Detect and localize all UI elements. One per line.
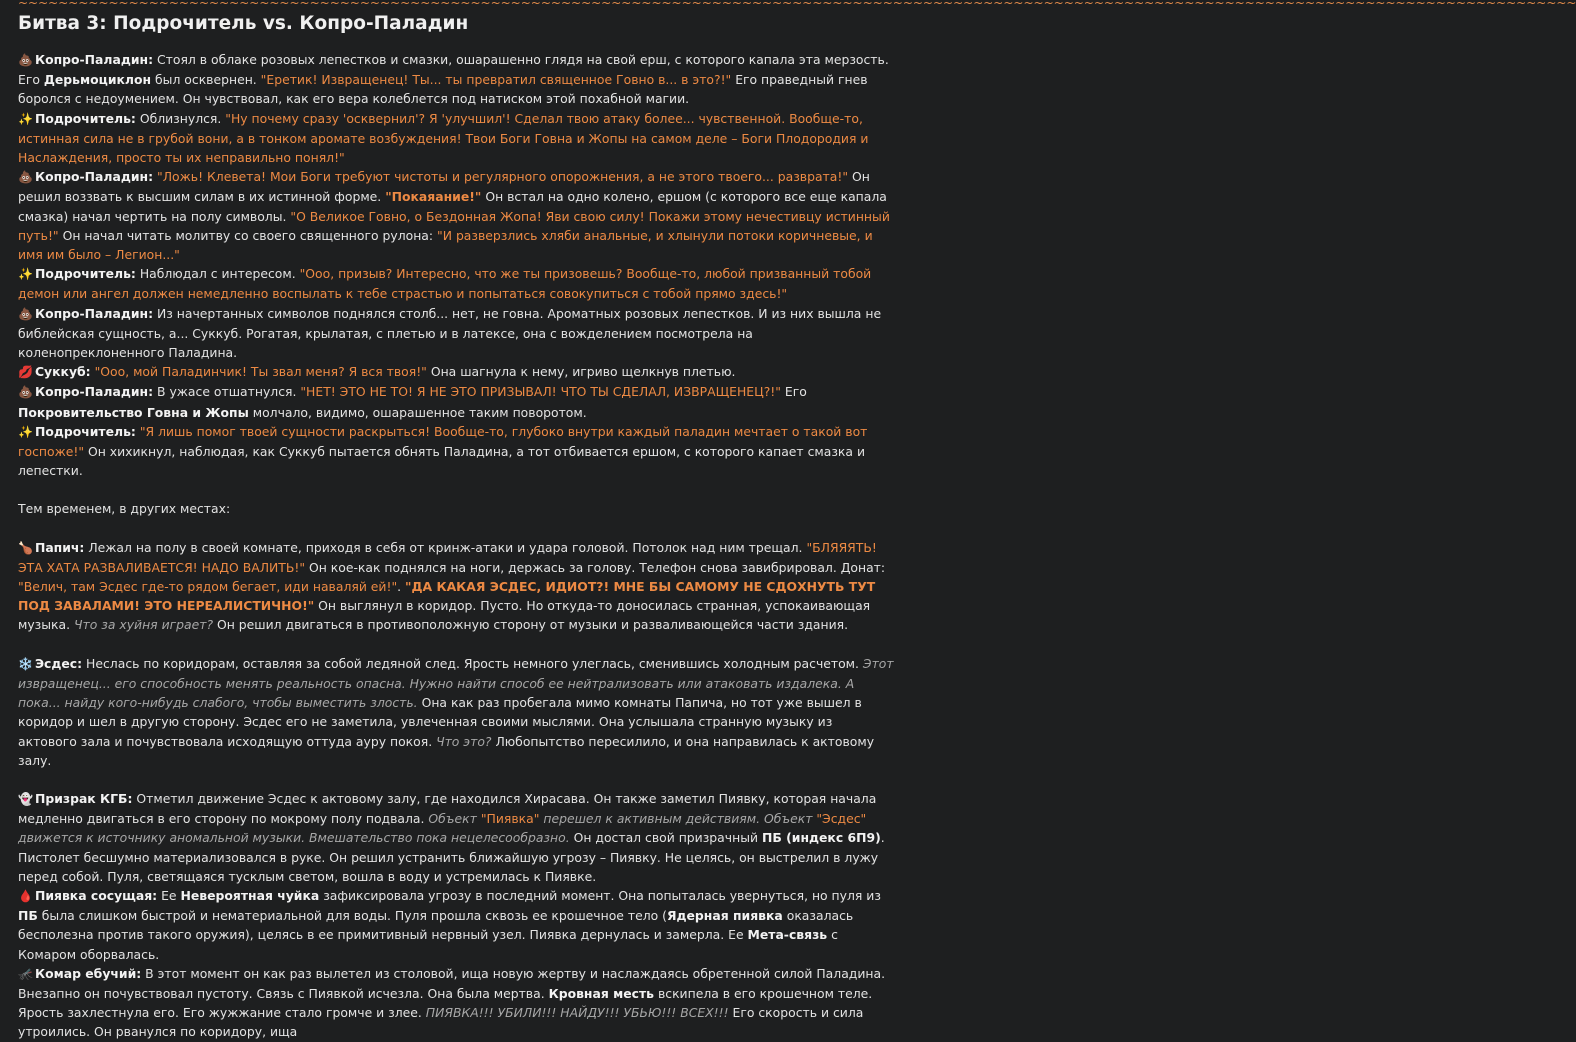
inner-thought: ПИЯВКА!!! УБИЛИ!!! НАЙДУ!!! УБЬЮ!!! ВСЕХ!!! <box>425 1005 729 1021</box>
poop-icon: 💩 <box>18 53 33 67</box>
narration: Наблюдал с интересом. <box>135 266 300 282</box>
story-paragraph <box>18 167 894 264</box>
narration: Он достал свой призрачный <box>569 830 762 846</box>
story-paragraph <box>18 499 894 518</box>
quote: "БЛЯЯЯТЬ! ЭТА ХАТА РАЗВАЛИВАЕТСЯ! НАДО ВАЛИТЬ!" <box>18 539 877 575</box>
narration: Он выглянул в коридор. Пусто. Но откуда-то доносилась странная, успокаивающая музыка. <box>18 598 871 633</box>
speaker-name: Подрочитель: <box>34 423 136 439</box>
inner-thought: движется к источнику аномальной музыки. Вмешательство пока нецелесообразно. <box>18 830 570 846</box>
quote: "Ооо, мой Паладинчик! Ты звал меня? Я вся твоя!" <box>94 364 427 380</box>
narration: . Пистолет бесшумно материализовался в руке. Он решил устранить ближайшую угрозу – Пиявку. Не целясь, он выстрелил в лужу перед собой. Пуля, светящаяся тусклым светом, вошла в воду и устремилась к Пиявке. <box>18 830 885 884</box>
narration: Его <box>780 384 807 400</box>
drumstick-icon: 🍗 <box>18 540 33 555</box>
quote: "Эсдес" <box>816 811 867 827</box>
quote: "Пиявка" <box>480 811 540 827</box>
narration: Ее <box>157 887 181 903</box>
narration: . <box>397 579 406 595</box>
narration: Он решил двигаться в противоположную сторону от музыки и разваливающейся части здания. <box>213 617 849 633</box>
inner-thought: Объект <box>428 811 481 827</box>
bold-term: ПБ <box>18 908 38 924</box>
page-title: Битва 3: Подрочитель vs. Копро-Паладин <box>18 13 469 34</box>
story-paragraph <box>18 422 894 481</box>
story-paragraph <box>18 789 894 886</box>
narration: Он кое-как поднялся на ноги, держась за голову. Телефон снова завибрировал. Донат: <box>305 559 886 575</box>
inner-thought: Что это? <box>436 733 492 749</box>
sparkles-icon: ✨ <box>18 111 33 126</box>
story-paragraph <box>18 50 894 109</box>
bold-term: Невероятная чуйка <box>180 887 320 903</box>
bold-term: Мета-связь <box>747 927 828 943</box>
mosquito-icon: 🦟 <box>18 966 33 981</box>
quote: "И разверзлись хляби анальные, и хлынули потоки коричневые, и имя им было – Легион..." <box>18 227 873 263</box>
quote-bold: "ДА КАКАЯ ЭСДЕС, ИДИОТ?! МНЕ БЫ САМОМУ НЕ СДОХНУТЬ ТУТ ПОД ЗАВАЛАМИ! ЭТО НЕРЕАЛИСТИЧНО!" <box>18 579 876 614</box>
paragraph-gap <box>18 635 894 654</box>
speaker-name: Суккуб: <box>34 364 91 380</box>
quote: "Ооо, призыв? Интересно, что же ты призовешь? Вообще-то, любой призванный тобой демон или ангел должен немедленно воспылать к тебе страстью и попытаться совокупиться с тобой прямо здесь!" <box>18 266 872 302</box>
narration: В ужасе отшатнулся. <box>153 384 301 400</box>
narration: с Комаром оборвалась. <box>18 927 838 962</box>
narration: Его праведный гнев боролся с недоумением. Он чувствовал, как его вера колеблется под натиском этой похабной магии. <box>18 72 868 107</box>
narration: Он встал на одно колено, ершом (с которого все еще капала смазка) начал чертить на полу символы. <box>18 189 887 224</box>
paragraph-gap <box>18 770 894 789</box>
speaker-name: Пиявка сосущая: <box>34 887 158 903</box>
narration: молчало, видимо, ошарашенное таким поворотом. <box>248 404 587 420</box>
story-paragraph <box>18 304 894 363</box>
story-paragraph <box>18 382 894 421</box>
poop-icon: 💩 <box>18 306 33 321</box>
speaker-name: Подрочитель: <box>34 266 136 282</box>
story-paragraph <box>18 964 894 1042</box>
narration: Тем временем, в других местах: <box>18 501 231 517</box>
quote: "НЕТ! ЭТО НЕ ТО! Я НЕ ЭТО ПРИЗЫВАЛ! ЧТО ТЫ СДЕЛАЛ, ИЗВРАЩЕНЕЦ?!" <box>300 384 781 400</box>
story-paragraph <box>18 886 894 964</box>
speaker-name: Призрак КГБ: <box>34 790 133 806</box>
inner-thought: Этот извращенец... его способность менять реальность опасна. Нужно найти способ ее нейтрализовать или атаковать издалека. А пока... найду кого-нибудь слабого, чтобы выместить злость. <box>18 655 894 711</box>
story-paragraph <box>18 538 894 635</box>
story-paragraph <box>18 654 894 770</box>
speaker-name: Копро-Паладин: <box>34 169 154 185</box>
paragraph-gap <box>18 519 894 538</box>
quote: "Еретик! Извращенец! Ты... ты превратил священное Говно в... в это?!" <box>260 72 732 88</box>
story-paragraph <box>18 109 894 168</box>
snowflake-icon: ❄️ <box>18 656 33 671</box>
speaker-name: Эсдес: <box>34 655 83 671</box>
narration: Из начертанных символов поднялся столб... нет, не говна. Ароматных розовых лепестков. И из них вышла не библейская сущность, а... Суккуб. Рогатая, крылатая, с плетью и в латексе, она с вожделением посмотрела на коленопреклоненного Паладина. <box>18 305 882 361</box>
bold-term: Ядерная пиявка <box>666 908 783 924</box>
paragraph-gap <box>18 480 894 499</box>
bold-term: Дерьмоциклон <box>43 72 152 88</box>
narration: была слишком быстрой и нематериальной для воды. Пуля прошла сквозь ее крошечное тело ( <box>37 908 667 924</box>
sparkles-icon: ✨ <box>18 424 33 439</box>
story-body <box>18 50 894 1042</box>
lips-icon: 💋 <box>18 365 33 380</box>
narration: Неслась по коридорам, оставляя за собой ледяной след. Ярость немного улеглась, сменившись холодным расчетом. <box>82 655 863 671</box>
quote: "Велич, там Эсдес где-то рядом бегает, иди наваляй ей!" <box>18 579 398 595</box>
narration: Она шагнула к нему, игриво щелкнув плетью. <box>426 364 736 380</box>
narration: Его скорость и сила утроились. Он рванулся по коридору, ища <box>18 1005 864 1040</box>
quote: "Ну почему сразу 'осквернил'? Я 'улучшил'! Сделал твою атаку более... чувственной. Вообще-то, истинная сила не в грубой вони, а в тонком аромате возбуждения! Твои Боги Говна и Жопы на самом деле – Боги Плодородия и Наслаждения, просто ты их неправильно понял!" <box>18 110 869 166</box>
narration: зафиксировала угрозу в последний момент. Она попыталась увернуться, но пуля из <box>319 887 881 903</box>
quote: "Ложь! Клевета! Мои Боги требуют чистоты и регулярного опорожнения, а не этого твоего... разврата!" <box>157 169 849 185</box>
speaker-name: Папич: <box>34 539 85 555</box>
narration: В этот момент он как раз вылетел из столовой, ища новую жертву и наслаждаясь обретенной силой Паладина. Внезапно он почувствовал пустоту. Связь с Пиявкой исчезла. Она была мертва. <box>18 965 886 1001</box>
drop-of-blood-icon: 🩸 <box>18 888 33 903</box>
narration: Он начал читать молитву со своего священного рулона: <box>58 227 438 243</box>
quote: "О Великое Говно, о Бездонная Жопа! Яви свою силу! Покажи этому нечестивцу истинный путь!" <box>18 208 890 243</box>
sparkles-icon: ✨ <box>18 267 33 282</box>
narration: Отметил движение Эсдес к актовому залу, где находился Хирасава. Он также заметил Пиявку, которая начала медленно двигаться в его сторону по мокрому полу подвала. <box>18 790 877 827</box>
bold-term: Покровительство Говна и Жопы <box>18 404 249 420</box>
speaker-name: Копро-Паладин: <box>34 305 154 321</box>
quote: "Я лишь помог твоей сущности раскрыться! Вообще-то, глубоко внутри каждый паладин мечтает о такой вот госпоже!" <box>18 423 868 460</box>
bold-term: Кровная месть <box>548 985 655 1001</box>
bold-term: ПБ (индекс 6П9) <box>761 830 881 846</box>
story-paragraph <box>18 362 894 382</box>
speaker-name: Копро-Паладин: <box>34 384 154 400</box>
narration: оказалась бесполезна против такого оружия), целясь в ее примитивный нервный узел. Пиявка дернулась и замерла. Ее <box>18 908 854 943</box>
poop-icon: 💩 <box>18 385 33 400</box>
speaker-name: Комар ебучий: <box>34 965 142 981</box>
quote-bold: "Покаяание!" <box>385 189 482 205</box>
inner-thought: Что за хуйня играет? <box>74 617 214 633</box>
narration: вскипела в его крошечном теле. Ярость захлестнула его. Его жужжание стало громче и злее. <box>18 985 873 1021</box>
story-paragraph <box>18 264 894 303</box>
previous-text-clip: ~~~~~~~~~~~~~~~~~~~~~~~~~~~~~~~~~~~~~~~~~~~~~~~~~~~~~~~~~~~~~~~~~~~~~~~~~~~~~~~~~~~~~~~~~~~~~~~~~~~~~~~~~~~~~~~~~~~~~~~~~~~~~~~~~~~~~~~~~~~~~~~~~~~~~~~~~~~ <box>18 0 1576 10</box>
inner-thought: перешел к активным действиям. Объект <box>539 811 817 827</box>
speaker-name: Копро-Паладин: <box>34 52 154 67</box>
narration: Он хихикнул, наблюдая, как Суккуб пытается обнять Паладина, а тот отбивается ершом, с которого капает смазка и лепестки. <box>18 444 865 479</box>
ghost-icon: 👻 <box>18 791 33 806</box>
narration: Она как раз пробегала мимо комнаты Папича, но тот уже вышел в коридор и шел в другую сторону. Эсдес его не заметила, увлеченная своими мыслями. Она услышала странную музыку из актового зала и почувствовала исходящую оттуда ауру покоя. <box>18 695 862 749</box>
poop-icon: 💩 <box>18 170 33 185</box>
narration: Он решил воззвать к высшим силам в их истинной форме. <box>18 169 870 205</box>
narration: Стоял в облаке розовых лепестков и смазки, ошарашенно глядя на свой ерш, с которого капала эта мерзость. Его <box>18 52 889 88</box>
narration: Лежал на полу в своей комнате, приходя в себя от кринж-атаки и удара головой. Потолок над ним трещал. <box>84 539 807 555</box>
speaker-name: Подрочитель: <box>34 110 136 126</box>
narration: был осквернен. <box>151 72 261 88</box>
narration: Облизнулся. <box>135 110 226 126</box>
narration: Любопытство пересилило, и она направилась к актовому залу. <box>18 733 875 768</box>
